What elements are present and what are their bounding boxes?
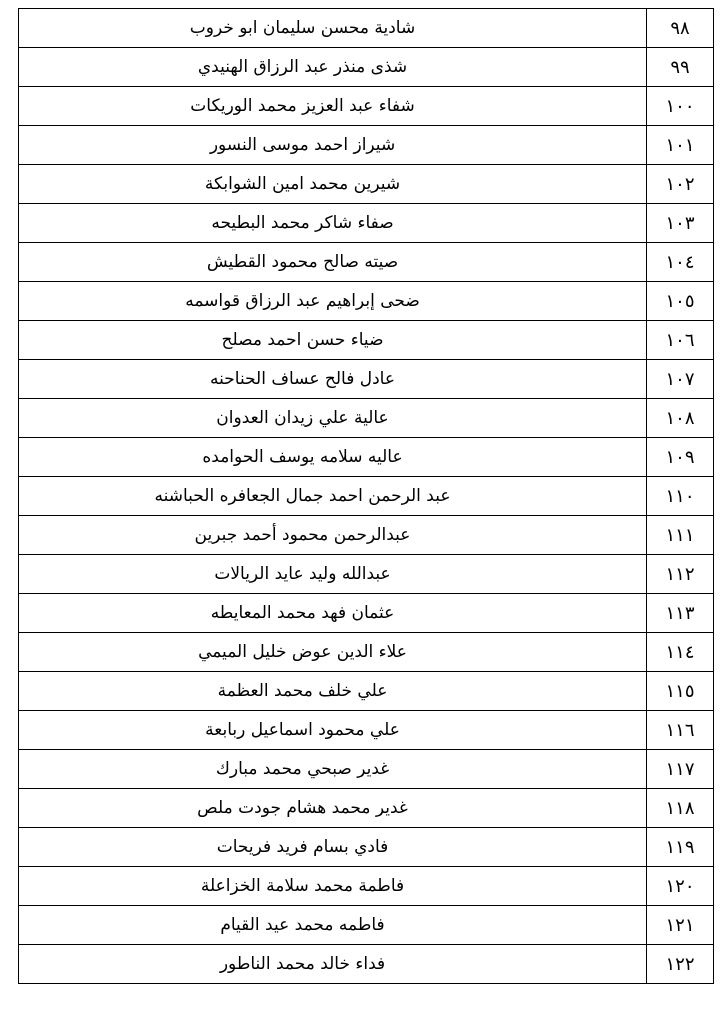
- table-row: [19, 87, 714, 126]
- person-name: علي محمود اسماعيل ربابعة: [205, 720, 400, 740]
- table-row: [19, 789, 714, 828]
- row-number: ١٢٢: [647, 945, 714, 984]
- row-name-cell: [19, 438, 647, 477]
- table-row: [19, 165, 714, 204]
- row-name-cell: [19, 243, 647, 282]
- row-name-cell: [19, 399, 647, 438]
- person-name: علاء الدين عوض خليل الميمي: [198, 642, 407, 662]
- table-row: [19, 828, 714, 867]
- person-name: شيراز احمد موسى النسور: [209, 135, 396, 155]
- row-number: ١١٩: [647, 828, 714, 867]
- table-row: [19, 477, 714, 516]
- person-name: علي خلف محمد العظمة: [217, 681, 388, 701]
- table-row: [19, 204, 714, 243]
- table-row: [19, 516, 714, 555]
- table-row: [19, 750, 714, 789]
- row-name-cell: [19, 126, 647, 165]
- row-name-cell: [19, 165, 647, 204]
- names-table-body: [19, 9, 714, 984]
- table-row: [19, 126, 714, 165]
- person-name: عبدالله وليد عايد الريالات: [214, 564, 391, 584]
- row-number: ١٠٥: [647, 282, 714, 321]
- table-row: [19, 945, 714, 984]
- row-number: ١٢٠: [647, 867, 714, 906]
- table-row: [19, 867, 714, 906]
- person-name: صيته صالح محمود القطيش: [206, 252, 399, 272]
- person-name: غدير صبحي محمد مبارك: [215, 759, 390, 779]
- person-name: صفاء شاكر محمد البطيحه: [211, 213, 394, 233]
- row-number: ١٠١: [647, 126, 714, 165]
- row-name-cell: [19, 906, 647, 945]
- person-name: غدير محمد هشام جودت ملص: [197, 798, 408, 818]
- person-name: شيرين محمد امين الشوابكة: [204, 174, 401, 194]
- person-name: فاطمة محمد سلامة الخزاعلة: [200, 876, 405, 896]
- table-row: [19, 360, 714, 399]
- row-name-cell: [19, 555, 647, 594]
- names-table: [18, 8, 714, 984]
- table-row: [19, 9, 714, 48]
- table-row: [19, 282, 714, 321]
- person-name: شادية محسن سليمان ابو خروب: [189, 18, 416, 38]
- person-name: عثمان فهد محمد المعايطه: [210, 603, 395, 623]
- row-number: ١١١: [647, 516, 714, 555]
- person-name: ضحى إبراهيم عبد الرزاق قواسمه: [185, 291, 420, 311]
- row-number: ١٢١: [647, 906, 714, 945]
- row-number: ١١٢: [647, 555, 714, 594]
- row-number: ٩٨: [647, 9, 714, 48]
- row-number: ١١٨: [647, 789, 714, 828]
- row-number: ١٠٨: [647, 399, 714, 438]
- table-row: [19, 633, 714, 672]
- row-number: ١٠٩: [647, 438, 714, 477]
- row-name-cell: [19, 282, 647, 321]
- person-name: عالية علي زيدان العدوان: [216, 408, 389, 428]
- row-number: ١٠٣: [647, 204, 714, 243]
- table-row: [19, 711, 714, 750]
- person-name: ضياء حسن احمد مصلح: [221, 330, 384, 350]
- person-name: شفاء عبد العزيز محمد الوريكات: [190, 96, 415, 116]
- row-number: ١١٣: [647, 594, 714, 633]
- person-name: عادل فالح عساف الحناحنه: [210, 369, 395, 389]
- row-name-cell: [19, 48, 647, 87]
- row-name-cell: [19, 477, 647, 516]
- row-number: ١٠٢: [647, 165, 714, 204]
- row-number: ١٠٧: [647, 360, 714, 399]
- row-number: ١٠٠: [647, 87, 714, 126]
- person-name: شذى منذر عبد الرزاق الهنيدي: [197, 57, 408, 77]
- row-name-cell: [19, 360, 647, 399]
- table-row: [19, 438, 714, 477]
- person-name: عبد الرحمن احمد جمال الجعافره الحباشنه: [154, 486, 451, 506]
- row-number: ١٠٤: [647, 243, 714, 282]
- table-row: [19, 48, 714, 87]
- row-number: ٩٩: [647, 48, 714, 87]
- row-name-cell: [19, 711, 647, 750]
- table-row: [19, 321, 714, 360]
- person-name: عاليه سلامه يوسف الحوامده: [202, 447, 403, 467]
- row-name-cell: [19, 828, 647, 867]
- row-name-cell: [19, 594, 647, 633]
- person-name: عبدالرحمن محمود أحمد جبرين: [194, 525, 411, 545]
- table-row: [19, 594, 714, 633]
- row-name-cell: [19, 321, 647, 360]
- row-name-cell: [19, 672, 647, 711]
- row-name-cell: [19, 945, 647, 984]
- person-name: فادي بسام فريد فريحات: [216, 837, 389, 857]
- row-number: ١١٦: [647, 711, 714, 750]
- table-row: [19, 672, 714, 711]
- row-name-cell: [19, 789, 647, 828]
- row-number: ١١٤: [647, 633, 714, 672]
- row-name-cell: [19, 204, 647, 243]
- row-name-cell: [19, 9, 647, 48]
- row-number: ١١٥: [647, 672, 714, 711]
- row-number: ١١٧: [647, 750, 714, 789]
- person-name: فاطمه محمد عيد القيام: [220, 915, 385, 935]
- table-row: [19, 243, 714, 282]
- names-list-sheet: [18, 8, 714, 984]
- row-name-cell: [19, 633, 647, 672]
- row-name-cell: [19, 87, 647, 126]
- table-row: [19, 906, 714, 945]
- row-number: ١٠٦: [647, 321, 714, 360]
- row-name-cell: [19, 516, 647, 555]
- row-name-cell: [19, 867, 647, 906]
- table-row: [19, 399, 714, 438]
- person-name: فداء خالد محمد الناطور: [219, 954, 386, 974]
- row-number: ١١٠: [647, 477, 714, 516]
- table-row: [19, 555, 714, 594]
- row-name-cell: [19, 750, 647, 789]
